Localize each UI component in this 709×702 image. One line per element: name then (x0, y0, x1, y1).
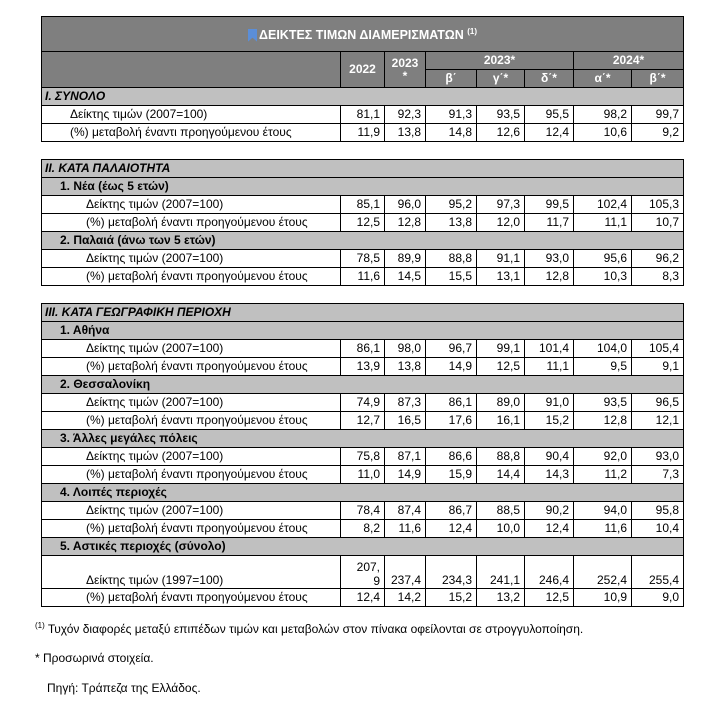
table-cell: 14,4 (477, 466, 525, 484)
row-label: (%) μεταβολή έναντι προηγούμενου έτους (42, 466, 341, 484)
table-cell: 78,4 (341, 502, 385, 520)
table-cell: 15,2 (426, 589, 477, 607)
table-cell: 96,2 (632, 250, 684, 268)
table-cell: 96,0 (385, 196, 426, 214)
table-cell: 12,5 (341, 214, 385, 232)
table-cell: 11,6 (385, 520, 426, 538)
table-cell: 12,6 (477, 124, 525, 142)
row-label: Δείκτης τιμών (2007=100) (42, 448, 341, 466)
table-cell: 12,8 (525, 268, 574, 286)
table-cell: 13,9 (341, 358, 385, 376)
row-label: (%) μεταβολή έναντι προηγούμενου έτους (42, 268, 341, 286)
row-label: (%) μεταβολή έναντι προηγούμενου έτους (42, 214, 341, 232)
table-cell: 95,2 (426, 196, 477, 214)
header-group-2023: 2023* (426, 52, 574, 70)
table-cell: 10,6 (574, 124, 632, 142)
table-cell: 10,0 (477, 520, 525, 538)
table-cell: 7,3 (632, 466, 684, 484)
table-cell: 15,2 (525, 412, 574, 430)
table-cell: 14,2 (385, 589, 426, 607)
table-cell: 85,1 (341, 196, 385, 214)
table-cell: 12,0 (477, 214, 525, 232)
table-row (42, 358, 684, 376)
header-2023: 2023 * (385, 52, 426, 88)
table-row (42, 340, 684, 358)
table-cell: 9,1 (632, 358, 684, 376)
table-cell: 11,6 (341, 268, 385, 286)
table-cell: 10,4 (632, 520, 684, 538)
table-cell: 87,4 (385, 502, 426, 520)
table-cell: 16,5 (385, 412, 426, 430)
header-quarter: δ΄* (525, 70, 574, 88)
table-cell: 241,1 (477, 556, 525, 589)
subsection-heading: 4. Λοιπές περιοχές (42, 484, 684, 502)
table-cell: 86,7 (426, 502, 477, 520)
table-cell: 13,1 (477, 268, 525, 286)
table-cell: 14,9 (385, 466, 426, 484)
table-cell: 15,5 (426, 268, 477, 286)
table-cell: 12,4 (341, 589, 385, 607)
header-quarter: γ΄* (477, 70, 525, 88)
table-row (42, 412, 684, 430)
table-row (42, 502, 684, 520)
header-empty (42, 52, 341, 88)
footnote-rounding: $^{(1)}$ Τυχόν διαφορές μεταξύ επιπέδων τιμών και μεταβολών στον πίνακα οφείλονται σε στρογγυλοποίηση. (35, 621, 584, 636)
table-row (42, 106, 684, 124)
table-row (42, 589, 684, 607)
table-cell: 10,7 (632, 214, 684, 232)
table-row (42, 448, 684, 466)
table-cell: 96,5 (632, 394, 684, 412)
table-cell: 90,2 (525, 502, 574, 520)
table-cell: 101,4 (525, 340, 574, 358)
table-cell: 12,4 (525, 520, 574, 538)
table-cell: 89,0 (477, 394, 525, 412)
table-cell: 93,0 (525, 250, 574, 268)
table-cell: 15,9 (426, 466, 477, 484)
row-label: Δείκτης τιμών (2007=100) (42, 394, 341, 412)
table-cell: 99,7 (632, 106, 684, 124)
row-label: (%) μεταβολή έναντι προηγούμενου έτους (42, 124, 341, 142)
table-cell: 91,3 (426, 106, 477, 124)
row-label: (%) μεταβολή έναντι προηγούμενου έτους (42, 412, 341, 430)
row-label: Δείκτης τιμών (2007=100) (42, 106, 341, 124)
subsection-heading: 1. Αθήνα (42, 322, 684, 340)
table-cell: 105,3 (632, 196, 684, 214)
table-cell: 97,3 (477, 196, 525, 214)
table-cell: 87,1 (385, 448, 426, 466)
section-heading: II. ΚΑΤΑ ΠΑΛΑΙΟΤΗΤΑ (42, 160, 684, 178)
header-2022: 2022 (341, 52, 385, 88)
table-cell: 81,1 (341, 106, 385, 124)
row-label: Δείκτης τιμών (2007=100) (42, 502, 341, 520)
table-cell: 95,5 (525, 106, 574, 124)
footnote-provisional: * Προσωρινά στοιχεία. (35, 651, 154, 665)
table-cell: 91,0 (525, 394, 574, 412)
table-cell: 12,1 (632, 412, 684, 430)
table-cell: 12,5 (477, 358, 525, 376)
table-cell: 11,6 (574, 520, 632, 538)
table-cell: 9,5 (574, 358, 632, 376)
table-cell: 9,0 (632, 589, 684, 607)
table-cell: 88,5 (477, 502, 525, 520)
row-label: Δείκτης τιμών (2007=100) (42, 196, 341, 214)
table-cell: 10,9 (574, 589, 632, 607)
table-cell: 14,9 (426, 358, 477, 376)
source-note: Πηγή: Τράπεζα της Ελλάδος. (47, 681, 201, 695)
table-cell: 104,0 (574, 340, 632, 358)
table-cell: 102,4 (574, 196, 632, 214)
section-heading: III. ΚΑΤΑ ΓΕΩΓΡΑΦΙΚΗ ΠΕΡΙΟΧΗ (42, 304, 684, 322)
table-cell: 89,9 (385, 250, 426, 268)
table-cell: 11,1 (574, 214, 632, 232)
row-label: (%) μεταβολή έναντι προηγούμενου έτους (42, 589, 341, 607)
table-cell: 13,8 (385, 358, 426, 376)
table-cell: 8,3 (632, 268, 684, 286)
table-cell: 105,4 (632, 340, 684, 358)
section-heading: I. ΣΥΝΟΛΟ (42, 88, 684, 106)
table-cell: 93,0 (632, 448, 684, 466)
table-cell: 78,5 (341, 250, 385, 268)
table-cell: 13,8 (426, 214, 477, 232)
subsection-heading: 1. Νέα (έως 5 ετών) (42, 178, 684, 196)
table-cell: 234,3 (426, 556, 477, 589)
table-cell: 92,0 (574, 448, 632, 466)
table-cell: 14,8 (426, 124, 477, 142)
subsection-heading: 2. Θεσσαλονίκη (42, 376, 684, 394)
table-row (42, 268, 684, 286)
table-cell: 94,0 (574, 502, 632, 520)
table-cell: 90,4 (525, 448, 574, 466)
table-cell: 11,1 (525, 358, 574, 376)
apartment-price-index-table (41, 16, 684, 607)
table-row (42, 394, 684, 412)
table-cell: 11,7 (525, 214, 574, 232)
table-cell: 93,5 (574, 394, 632, 412)
table-cell: 12,8 (385, 214, 426, 232)
header-quarter: β΄ (426, 70, 477, 88)
table-cell: 16,1 (477, 412, 525, 430)
table-cell: 13,2 (477, 589, 525, 607)
table-cell: 255,4 (632, 556, 684, 589)
table-cell: 246,4 (525, 556, 574, 589)
table-cell: 14,5 (385, 268, 426, 286)
table-cell: 86,1 (341, 340, 385, 358)
table-cell: 88,8 (477, 448, 525, 466)
table-cell: 93,5 (477, 106, 525, 124)
table-cell: 98,0 (385, 340, 426, 358)
row-label: Δείκτης τιμών (1997=100) (42, 556, 341, 589)
table-cell: 12,4 (525, 124, 574, 142)
table-title: ΔΕΙΚΤΕΣ ΤΙΜΩΝ ΔΙΑΜΕΡΙΣΜΑΤΩΝ $^{(1)}$ (42, 17, 684, 52)
header-group-2024: 2024* (574, 52, 684, 70)
table-cell: 99,1 (477, 340, 525, 358)
table-row (42, 466, 684, 484)
table-cell: 88,8 (426, 250, 477, 268)
table-cell: 98,2 (574, 106, 632, 124)
table-row (42, 520, 684, 538)
row-label: Δείκτης τιμών (2007=100) (42, 340, 341, 358)
table-cell: 14,3 (525, 466, 574, 484)
header-quarter: α΄* (574, 70, 632, 88)
row-label: Δείκτης τιμών (2007=100) (42, 250, 341, 268)
table-cell: 237,4 (385, 556, 426, 589)
table-cell: 207, 9 (341, 556, 385, 589)
subsection-heading: 5. Αστικές περιοχές (σύνολο) (42, 538, 684, 556)
table-cell: 95,8 (632, 502, 684, 520)
table-cell: 12,7 (341, 412, 385, 430)
table-cell: 11,9 (341, 124, 385, 142)
table-cell: 12,8 (574, 412, 632, 430)
table-row (42, 196, 684, 214)
table-cell: 10,3 (574, 268, 632, 286)
table-cell: 11,2 (574, 466, 632, 484)
table-row (42, 214, 684, 232)
row-label: (%) μεταβολή έναντι προηγούμενου έτους (42, 358, 341, 376)
header-quarter: β΄* (632, 70, 684, 88)
table-cell: 12,5 (525, 589, 574, 607)
table-cell: 99,5 (525, 196, 574, 214)
subsection-heading: 3. Άλλες μεγάλες πόλεις (42, 430, 684, 448)
row-label: (%) μεταβολή έναντι προηγούμενου έτους (42, 520, 341, 538)
table-cell: 8,2 (341, 520, 385, 538)
table-cell: 13,8 (385, 124, 426, 142)
table-cell: 75,8 (341, 448, 385, 466)
table-row (42, 250, 684, 268)
table-row (42, 556, 684, 589)
table-cell: 9,2 (632, 124, 684, 142)
table-cell: 91,1 (477, 250, 525, 268)
table-cell: 12,4 (426, 520, 477, 538)
table-cell: 17,6 (426, 412, 477, 430)
table-row (42, 124, 684, 142)
table-cell: 86,1 (426, 394, 477, 412)
table-cell: 96,7 (426, 340, 477, 358)
table-cell: 87,3 (385, 394, 426, 412)
table-cell: 74,9 (341, 394, 385, 412)
subsection-heading: 2. Παλαιά (άνω των 5 ετών) (42, 232, 684, 250)
table-cell: 95,6 (574, 250, 632, 268)
table-cell: 92,3 (385, 106, 426, 124)
bookmark-icon (248, 29, 257, 42)
table-cell: 86,6 (426, 448, 477, 466)
table-cell: 11,0 (341, 466, 385, 484)
table-cell: 252,4 (574, 556, 632, 589)
